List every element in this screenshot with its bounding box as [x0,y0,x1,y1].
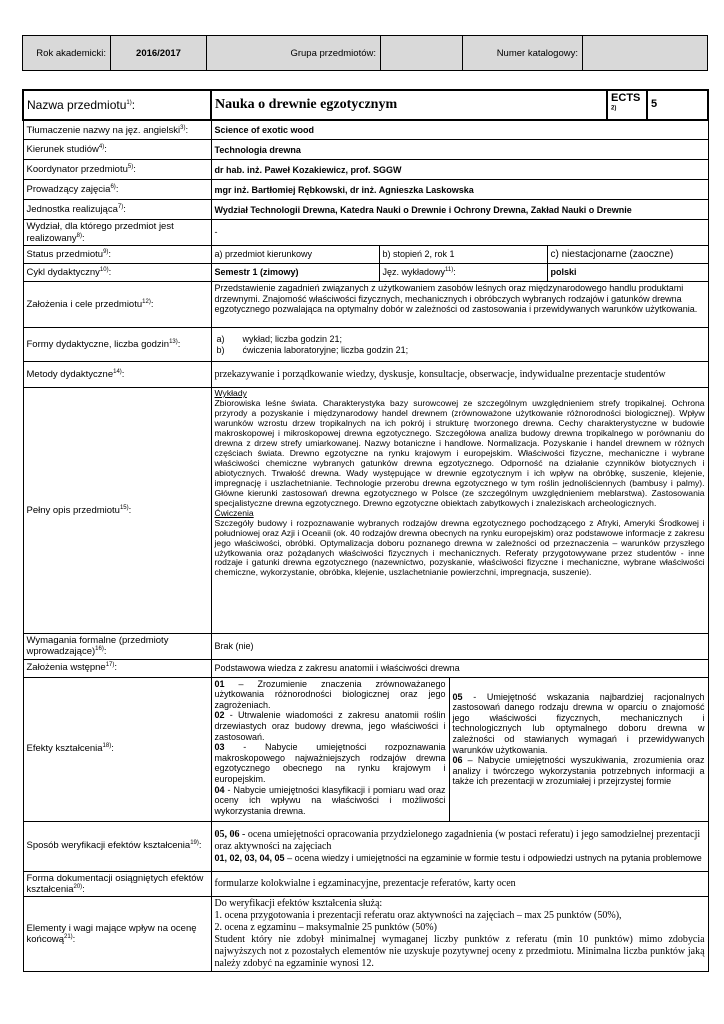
prerequisites-value: Podstawowa wiedza z zakresu anatomii i właściwości drewna [211,659,708,677]
verification-label: Sposób weryfikacji efektów kształcenia$^{19)}$: [23,821,211,871]
faculty-value: - [211,220,708,246]
outcome-item: 03 - Nabycie umiejętności rozpoznawania makroskopowego najważniejszych rodzajów drewna egzotycznego obecnego na rynku krajowym i europejskim. [214,742,446,785]
forms-lecture: wykład; liczba godzin 21; [242,333,343,344]
goals-label: Założenia i cele przedmiotu$^{12)}$: [23,282,211,328]
field-value: Technologia drewna [211,140,708,160]
status-type: a) przedmiot kierunkowy [211,246,379,264]
lectures-text: Zbiorowiska leśne świata. Charakterystyka bazy surowcowej ze szczególnym uwzględnieniem strefy tropikalnej. Ochrona przyrody a pozyskanie i międzynarodowy handel drewnem (zrównoważone użytkowanie różnorodności biologicznej). Wpływ warunków wzrostu drzew tropikalnych na ich pokrój i strukturę tworzonego drewna. Cechy charakterystyczne w budowie makroskopowej i mikroskopowej drewna egzotycznego. Szczegółowa analiza budowy drewna tropikalnego w porównaniu do drewna z drzew strefy umiarkowanej. Nazwy botaniczne i handlowe. Normalizacja. Pozyskanie i handel drewnem w różnych częściach świata. Drewno egzotyczne na rynku krajowym i europejskim. Właściwości fizyczne, mechaniczne i wybrane właściwości chemiczne wybranych gatunków drewna egzotycznego. Odporność na działanie czynników biotycznych i abiotycznych. Trwałość drewna. Wady występujące w drewnie egzotycznym i ich wpływ na obróbkę, suszenie, klejenie, impregnację i uszlachetnianie. Technologie przerobu drewna egzotycznego w tym roślin jednoliściennych (bambusy i palmy). Główne kierunki zastosowań drewna egzotycznego w Polsce (ze szczególnym uwzględnieniem meblarstwa). Zastosowania specjalistyczne drewna egzotycznego. Drewno egzotyczne obiektach zabytkowych i znaleziskach archeologicznych. [214,397,705,508]
academic-year-value: 2016/2017 [111,36,207,71]
outcomes-left [211,677,449,821]
requirements-value: Brak (nie) [211,634,708,660]
course-name-value: Nauka o drewnie egzotycznym [211,90,607,120]
faculty-label: Wydział, dla którego przedmiot jest realizowany$^{8)}$: [23,220,211,246]
verification-item-2: 01, 02, 03, 04, 05 – ocena wiedzy i umiejętności na egzaminie w formie testu i odpowiedzi ustnych na pytania problemowe [214,852,702,863]
cycle-value: Semestr 1 (zimowy) [211,264,379,282]
exercises-title: Ćwiczenia [214,507,254,518]
translation-label: Tłumaczenie nazwy na jęz. angielski$^{3)}$: [23,120,211,140]
lectures-title: Wykłady [214,388,247,398]
goals-value: Przedstawienie zagadnień związanych z użytkowaniem zasobów leśnych oraz międzynarodowego handlu produktami drzewnymi. Znajomość właściwości fizycznych, mechanicznych i obróbczych wybranych rodzajów i gatunków drewna egzotycznego pozwalająca na optymalny dobór w zależności od zastosowania i przewidywanych warunków użytkowania. [211,282,708,328]
status-mode: c) niestacjonarne (zaoczne) [547,246,708,264]
description-label: Pełny opis przedmiotu$^{15)}$: [23,388,211,634]
methods-label: Metody dydaktyczne$^{14)}$: [23,362,211,388]
verification-item-1: 05, 06 - ocena umiejętności opracowania przydzielonego zagadnienia (w postaci referatu) i jego samodzielnej prezentacji oraz aktywności na zajęciach [214,828,701,852]
verification-value [211,821,708,871]
prerequisites-label: Założenia wstępne$^{17)}$: [23,659,211,677]
weights-line: Do weryfikacji efektów kształcenia służą: [214,898,383,910]
weights-value [211,897,708,972]
description-value [211,388,708,634]
documentation-label: Forma dokumentacji osiągniętych efektów kształcenia$^{20)}$: [23,871,211,897]
outcome-item: 01 – Zrozumienie znaczenia zrównoważanego użytkowania różnorodności biologicznej oraz jego zagrożeniach. [214,678,446,710]
course-name-label: Nazwa przedmiotu$^{1)}$: [23,90,211,120]
unit-label: Jednostka realizująca$^{7)}$: [23,200,211,220]
catalog-number-label: Numer katalogowy: [463,36,583,71]
outcome-item: 02 - Utrwalenie wiadomości z zakresu anatomii roślin drzewiastych oraz budowy drewna, jego właściwości i zastosowań. [214,710,446,742]
methods-value: przekazywanie i porządkowanie wiedzy, dyskusje, konsultacje, obserwacje, indywidualne prezentacje studentów [211,362,708,388]
forms-labs: ćwiczenia laboratoryjne; liczba godzin 21; [242,344,409,355]
academic-year-label: Rok akademicki: [23,36,111,71]
ects-value: 5 [647,90,708,120]
subject-group-label: Grupa przedmiotów: [207,36,381,71]
unit-value: Wydział Technologii Drewna, Katedra Nauki o Drewnie i Ochrony Drewna, Zakład Nauki o Drewnie [211,200,708,220]
status-level: b) stopień 2, rok 1 [379,246,547,264]
outcome-item: 05 - Umiejętność wskazania najbardziej racjonalnych zastosowań danego rodzaju drewna w oparciu o znajomość jego właściwości fizycznych, mechanicznych i technologicznych lub optymalnego doboru drewna w zależności od stawianych wymagań i przewidywanych warunków użytkowania. [452,691,705,755]
header-table [22,35,708,71]
lecturers-label: Prowadzący zajęcia$^{6)}$: [23,180,211,200]
forms-b-letter: b) [216,344,225,355]
status-label: Status przedmiotu$^{9)}$: [23,246,211,264]
course-table [22,89,709,972]
outcomes-label: Efekty kształcenia$^{18)}$: [23,677,211,821]
forms-a-letter: a) [216,333,225,344]
translation-value: Science of exotic wood [211,120,708,140]
cycle-label: Cykl dydaktyczny$^{10)}$: [23,264,211,282]
coordinator-label: Koordynator przedmiotu$^{5)}$: [23,160,211,180]
outcome-item: 04 - Nabycie umiejętności klasyfikacji i pomiaru wad oraz oceny ich wpływu na właściwości i możliwości wykorzystania drewna. [214,784,446,816]
subject-group-value [381,36,463,71]
forms-value [211,328,708,362]
weights-line: 1. ocena przygotowania i prezentacji referatu oraz aktywności na zajęciach – max 25 punktów (50%), [214,910,622,922]
outcomes-right [449,677,708,821]
exercises-text: Szczegóły budowy i rozpoznawanie wybranych rodzajów drewna egzotycznego pochodzącego z Afryki, Ameryki Środkowej i południowej oraz Azji i Oceanii (ok. 40 rodzajów drewna obecnych na rynku europejskim) oraz podstawowe informacje z zakresu jego właściwości, obróbki. Optymalizacja doboru poznanego drewna w zależności od przeznaczenia – warunków przyszłego użytkowania oraz pożądanych właściwości fizycznych i mechanicznych. Referaty przygotowywane przez studentów - inne rodzaje i gatunki drewna egzotycznego (nazewnictwo, pozyskanie, właściwości fizyczne i mechaniczne, wybrane właściwości chemiczne, wykorzystanie, obróbka, klejenie, uszlachetnianie powierzchni, impregnacja, suszenie). [214,517,705,578]
coordinator-value: dr hab. inż. Paweł Kozakiewicz, prof. SGGW [211,160,708,180]
language-value: polski [547,264,708,282]
ects-label: ECTS $^{2)}$ [607,90,647,120]
catalog-number-value [583,36,708,71]
forms-label: Formy dydaktyczne, liczba godzin$^{13)}$: [23,328,211,362]
field-label: Kierunek studiów$^{4)}$: [23,140,211,160]
outcome-item: 06 – Nabycie umiejętności wyszukiwania, zrozumienia oraz analizy i twórczego wykorzystania potrzebnych informacji a także ich prezentacji w zrozumiałej i przejrzystej formie [452,755,705,787]
documentation-value: formularze kolokwialne i egzaminacyjne, prezentacje referatów, karty ocen [211,871,708,897]
weights-label: Elementy i wagi mające wpływ na ocenę końcową$^{21)}$: [23,897,211,972]
language-label: Jęz. wykładowy$^{11)}$: [379,264,547,282]
weights-line: 2. ocena z egzaminu – maksymalnie 25 punktów (50%) [214,922,437,934]
weights-line: Student który nie zdobył minimalnej wymaganej liczby punktów z referatu (min 10 punktów) mimo zdobycia najwyższych not z pozostałych elementów nie uzyskuje pozytywnej oceny z przedmiotu. Minimalna liczba punktów jaką należy zdobyć na egzaminie wynosi 12. [214,934,705,970]
lecturers-value: mgr inż. Bartłomiej Rębkowski, dr inż. Agnieszka Laskowska [211,180,708,200]
requirements-label: Wymagania formalne (przedmioty wprowadzające)$^{16)}$: [23,634,211,660]
